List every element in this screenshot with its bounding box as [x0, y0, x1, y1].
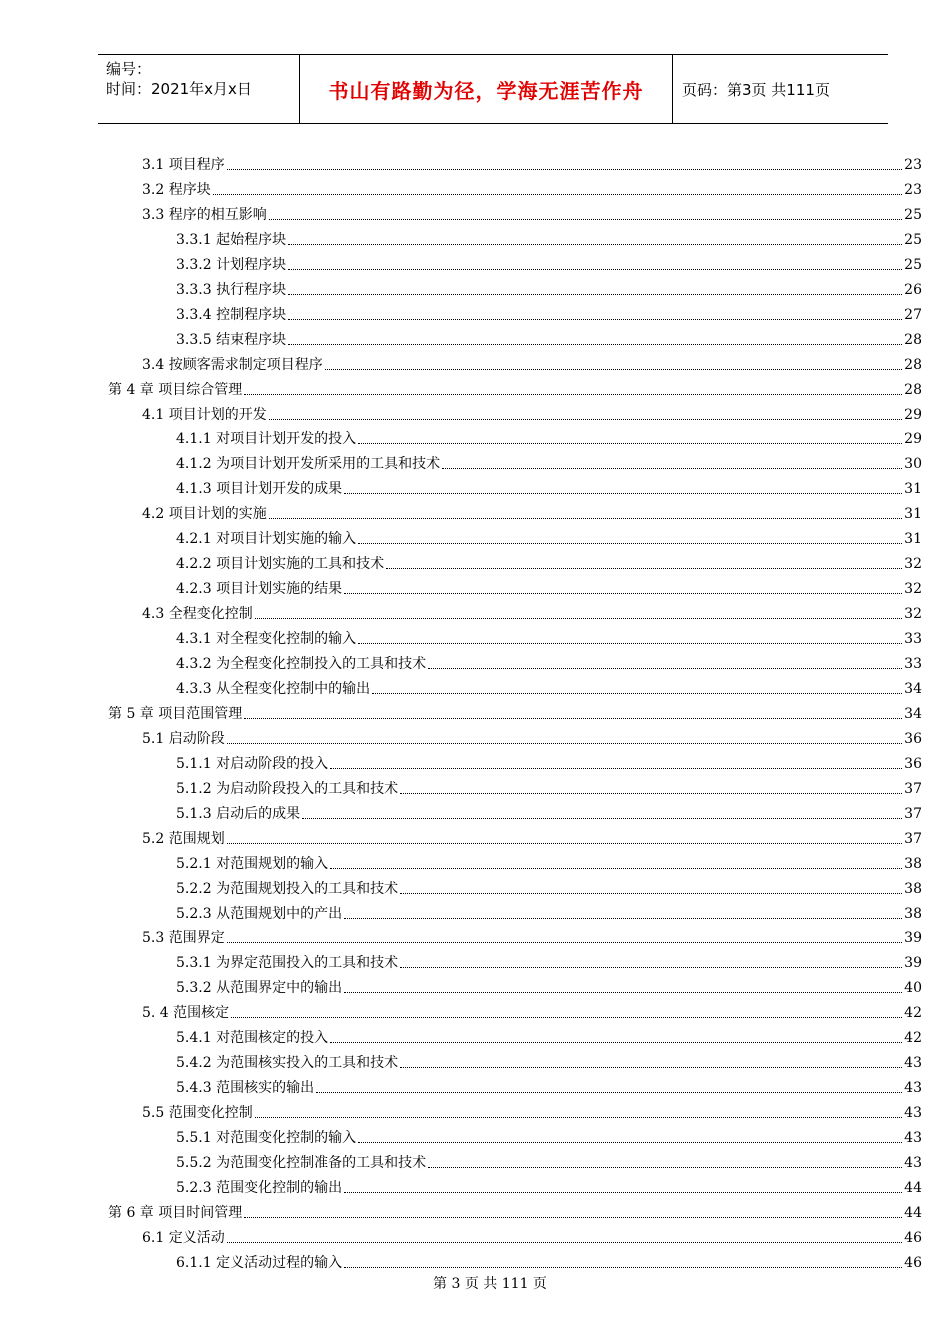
toc-entry-page: 39: [904, 930, 922, 947]
toc-entry-page: 43: [904, 1155, 922, 1171]
toc-entry-page: 38: [904, 855, 922, 872]
toc-entry[interactable]: [142, 173, 922, 198]
toc-dot-leader: [269, 219, 902, 220]
toc-entry-page: 43: [904, 1055, 922, 1072]
toc-entry-page: 25: [904, 256, 922, 273]
toc-dot-leader: [330, 868, 902, 869]
toc-entry-page: 42: [904, 1030, 922, 1047]
toc-entry-title: 5.3.1 为界定范围投入的工具和技术: [176, 955, 399, 972]
toc-entry-page: 38: [904, 905, 922, 922]
toc-entry-title: 5.3.2 从范围界定中的输出: [176, 980, 343, 997]
toc-entry[interactable]: [142, 921, 922, 946]
toc-entry[interactable]: [108, 373, 922, 398]
toc-dot-leader: [358, 643, 902, 644]
toc-dot-leader: [372, 693, 902, 694]
page-footer: 第 3 页 共 111 页: [433, 1276, 547, 1292]
toc-dot-leader: [428, 668, 902, 669]
toc-entry[interactable]: [142, 597, 922, 622]
toc-entry-page: 34: [904, 705, 922, 722]
toc-entry-title: 5.1.2 为启动阶段投入的工具和技术: [176, 780, 399, 797]
toc-dot-leader: [325, 369, 902, 370]
toc-dot-leader: [344, 918, 902, 919]
document-number-label: 编号：: [106, 60, 152, 78]
toc-entry[interactable]: [176, 1246, 922, 1271]
toc-entry-title: 4.3 全程变化控制: [142, 606, 253, 623]
toc-entry-title: 5. 4 范围核定: [142, 1005, 230, 1022]
toc-entry-title: 4.3.1 对全程变化控制的输入: [176, 631, 357, 648]
toc-dot-leader: [244, 394, 902, 395]
toc-dot-leader: [269, 419, 902, 420]
toc-entry[interactable]: [176, 897, 922, 922]
toc-entry-title: 3.3.4 控制程序块: [176, 306, 287, 323]
toc-dot-leader: [344, 1267, 902, 1268]
toc-entry[interactable]: [142, 722, 922, 747]
toc-entry-title: 第 6 章 项目时间管理: [108, 1204, 243, 1221]
toc-dot-leader: [227, 743, 902, 744]
toc-dot-leader: [288, 294, 902, 295]
toc-dot-leader: [400, 967, 902, 968]
toc-entry-title: 5.2.2 为范围规划投入的工具和技术: [176, 880, 399, 897]
toc-entry-title: 4.1 项目计划的开发: [142, 406, 267, 423]
toc-entry[interactable]: [176, 447, 922, 472]
toc-entry-title: 5.1.3 启动后的成果: [176, 805, 301, 822]
toc-entry-title: 5.3 范围界定: [142, 930, 225, 947]
toc-entry-page: 39: [904, 955, 922, 972]
header-divider: [672, 55, 673, 123]
toc-entry-title: 5.5 范围变化控制: [142, 1105, 253, 1122]
toc-entry-title: 3.3.2 计划程序块: [176, 256, 287, 273]
toc-entry-title: 5.1 启动阶段: [142, 730, 225, 747]
toc-entry-page: 44: [904, 1179, 922, 1196]
toc-dot-leader: [269, 518, 902, 519]
toc-entry-title: 4.1.2 为项目计划开发所采用的工具和技术: [176, 456, 441, 473]
toc-entry-title: 3.3.3 执行程序块: [176, 281, 287, 298]
toc-entry-title: 4.3.3 从全程变化控制中的输出: [176, 680, 371, 697]
toc-entry[interactable]: [176, 422, 922, 447]
toc-entry[interactable]: [142, 148, 922, 173]
toc-entry-page: 38: [904, 880, 922, 897]
toc-dot-leader: [288, 344, 902, 345]
toc-entry-page: 29: [904, 406, 922, 423]
toc-entry-page: 28: [904, 331, 922, 348]
toc-entry-page: 32: [904, 606, 922, 623]
toc-dot-leader: [288, 269, 902, 270]
toc-entry[interactable]: [176, 472, 922, 497]
toc-entry-page: 25: [904, 231, 922, 248]
toc-entry-page: 46: [904, 1229, 922, 1246]
toc-entry-page: 44: [904, 1204, 922, 1221]
toc-entry[interactable]: [176, 323, 922, 348]
toc-entry-page: 34: [904, 680, 922, 697]
toc-entry-title: 5.4.1 对范围核定的投入: [176, 1030, 329, 1047]
toc-entry-page: 31: [904, 481, 922, 498]
toc-dot-leader: [316, 1092, 902, 1093]
header-motto: 书山有路勤为径，学海无涯苦作舟: [328, 78, 644, 103]
toc-dot-leader: [213, 194, 902, 195]
toc-entry-title: 3.2 程序块: [142, 181, 211, 198]
toc-dot-leader: [227, 169, 902, 170]
toc-entry[interactable]: [176, 1021, 922, 1046]
toc-entry-title: 6.1.1 定义活动过程的输入: [176, 1254, 343, 1271]
toc-dot-leader: [344, 1192, 902, 1193]
toc-entry-title: 3.3.1 起始程序块: [176, 231, 287, 248]
toc-entry[interactable]: [176, 747, 922, 772]
toc-dot-leader: [255, 618, 902, 619]
toc-dot-leader: [386, 568, 902, 569]
toc-entry[interactable]: [176, 1046, 922, 1071]
toc-dot-leader: [400, 1067, 902, 1068]
toc-entry-page: 43: [904, 1105, 922, 1122]
toc-entry[interactable]: [142, 996, 922, 1021]
page-header: [98, 54, 888, 124]
toc-entry[interactable]: [176, 647, 922, 672]
toc-entry-page: 32: [904, 556, 922, 573]
toc-entry[interactable]: [176, 298, 922, 323]
toc-entry-page: 37: [904, 805, 922, 822]
toc-entry[interactable]: [176, 672, 922, 697]
toc-entry-title: 第 4 章 项目综合管理: [108, 381, 243, 398]
toc-entry-page: 25: [904, 206, 922, 223]
toc-entry-title: 5.2.3 从范围规划中的产出: [176, 905, 343, 922]
toc-dot-leader: [227, 942, 902, 943]
toc-entry-page: 32: [904, 581, 922, 598]
toc-entry-page: 33: [904, 631, 922, 648]
toc-entry[interactable]: [176, 872, 922, 897]
toc-entry[interactable]: [176, 971, 922, 996]
toc-dot-leader: [358, 1142, 902, 1143]
toc-entry[interactable]: [142, 822, 922, 847]
toc-entry-page: 27: [904, 306, 922, 323]
toc-dot-leader: [358, 443, 902, 444]
toc-dot-leader: [288, 244, 902, 245]
toc-entry[interactable]: [176, 1146, 922, 1171]
toc-entry[interactable]: [108, 1196, 922, 1221]
toc-entry[interactable]: [142, 497, 922, 522]
toc-entry-title: 3.3 程序的相互影响: [142, 206, 267, 223]
toc-entry-page: 31: [904, 506, 922, 523]
toc-entry-page: 28: [904, 381, 922, 398]
toc-entry-page: 31: [904, 531, 922, 548]
toc-entry-page: 23: [904, 157, 922, 173]
toc-entry-page: 40: [904, 980, 922, 997]
toc-dot-leader: [244, 1217, 902, 1218]
toc-entry[interactable]: [176, 1171, 922, 1196]
toc-entry-title: 4.2.1 对项目计划实施的输入: [176, 531, 357, 548]
toc-entry-page: 46: [904, 1254, 922, 1271]
toc-entry-page: 36: [904, 730, 922, 747]
toc-entry[interactable]: [108, 697, 922, 722]
toc-entry-page: 37: [904, 780, 922, 797]
toc-entry-title: 5.4.3 范围核实的输出: [176, 1080, 315, 1097]
toc-entry[interactable]: [176, 223, 922, 248]
toc-entry-title: 5.2 范围规划: [142, 830, 225, 847]
toc-entry[interactable]: [176, 572, 922, 597]
toc-entry-title: 4.2 项目计划的实施: [142, 506, 267, 523]
toc-entry-page: 42: [904, 1005, 922, 1022]
toc-entry[interactable]: [176, 797, 922, 822]
toc-entry-title: 4.2.2 项目计划实施的工具和技术: [176, 556, 385, 573]
toc-dot-leader: [428, 1167, 902, 1168]
toc-entry[interactable]: [176, 1071, 922, 1096]
toc-entry-title: 3.4 按顾客需求制定项目程序: [142, 356, 323, 373]
toc-entry-title: 4.3.2 为全程变化控制投入的工具和技术: [176, 656, 427, 672]
header-meta: [106, 59, 296, 99]
toc-entry[interactable]: [176, 622, 922, 647]
toc-entry-page: 30: [904, 456, 922, 473]
toc-entry[interactable]: [142, 348, 922, 373]
toc-dot-leader: [330, 768, 902, 769]
toc-entry-page: 28: [904, 356, 922, 373]
toc-entry-title: 5.5.2 为范围变化控制准备的工具和技术: [176, 1155, 427, 1171]
toc-entry[interactable]: [176, 847, 922, 872]
toc-entry[interactable]: [176, 522, 922, 547]
toc-entry[interactable]: [176, 946, 922, 971]
toc-entry-page: 23: [904, 181, 922, 198]
toc-entry[interactable]: [176, 547, 922, 572]
toc-entry-page: 29: [904, 431, 922, 448]
toc-dot-leader: [330, 1042, 902, 1043]
toc-entry-page: 43: [904, 1080, 922, 1097]
toc-entry-title: 第 5 章 项目范围管理: [108, 705, 243, 722]
toc-dot-leader: [288, 319, 902, 320]
toc-entry-title: 5.1.1 对启动阶段的投入: [176, 755, 329, 772]
toc-dot-leader: [255, 1117, 902, 1118]
toc-entry-page: 43: [904, 1130, 922, 1147]
toc-entry-title: 5.5.1 对范围变化控制的输入: [176, 1130, 357, 1147]
toc-dot-leader: [244, 718, 902, 719]
toc-entry[interactable]: [176, 273, 922, 298]
toc-entry-title: 4.2.3 项目计划实施的结果: [176, 581, 343, 598]
toc-entry-title: 5.4.2 为范围核实投入的工具和技术: [176, 1055, 399, 1072]
toc-entry[interactable]: [176, 772, 922, 797]
toc-entry[interactable]: [142, 198, 922, 223]
toc-entry[interactable]: [142, 1221, 922, 1246]
toc-entry-title: 4.1.1 对项目计划开发的投入: [176, 431, 357, 448]
toc-dot-leader: [400, 793, 902, 794]
toc-dot-leader: [227, 843, 902, 844]
toc-dot-leader: [344, 593, 902, 594]
toc-entry-title: 5.2.3 范围变化控制的输出: [176, 1179, 343, 1196]
toc-entry-title: 6.1 定义活动: [142, 1229, 225, 1246]
toc-entry[interactable]: [176, 248, 922, 273]
toc-entry-page: 33: [904, 656, 922, 672]
toc-entry-title: 3.3.5 结束程序块: [176, 331, 287, 348]
toc-entry-title: 4.1.3 项目计划开发的成果: [176, 481, 343, 498]
toc-dot-leader: [344, 992, 902, 993]
toc-dot-leader: [400, 893, 902, 894]
toc-entry-page: 36: [904, 755, 922, 772]
toc-entry[interactable]: [142, 398, 922, 423]
toc-entry-page: 37: [904, 830, 922, 847]
toc-entry-title: 3.1 项目程序: [142, 157, 225, 173]
toc-dot-leader: [442, 468, 902, 469]
toc-dot-leader: [358, 543, 902, 544]
document-time-label: 时间：2021年x月x日: [106, 80, 252, 98]
toc-entry[interactable]: [142, 1096, 922, 1121]
toc-dot-leader: [231, 1017, 902, 1018]
header-page-info: 页码：第3页 共111页: [682, 80, 830, 99]
toc-entry[interactable]: [176, 1121, 922, 1146]
toc-dot-leader: [302, 818, 902, 819]
toc-entry-page: 26: [904, 281, 922, 298]
toc-dot-leader: [227, 1242, 902, 1243]
toc-dot-leader: [344, 493, 902, 494]
toc-entry-title: 5.2.1 对范围规划的输入: [176, 855, 329, 872]
